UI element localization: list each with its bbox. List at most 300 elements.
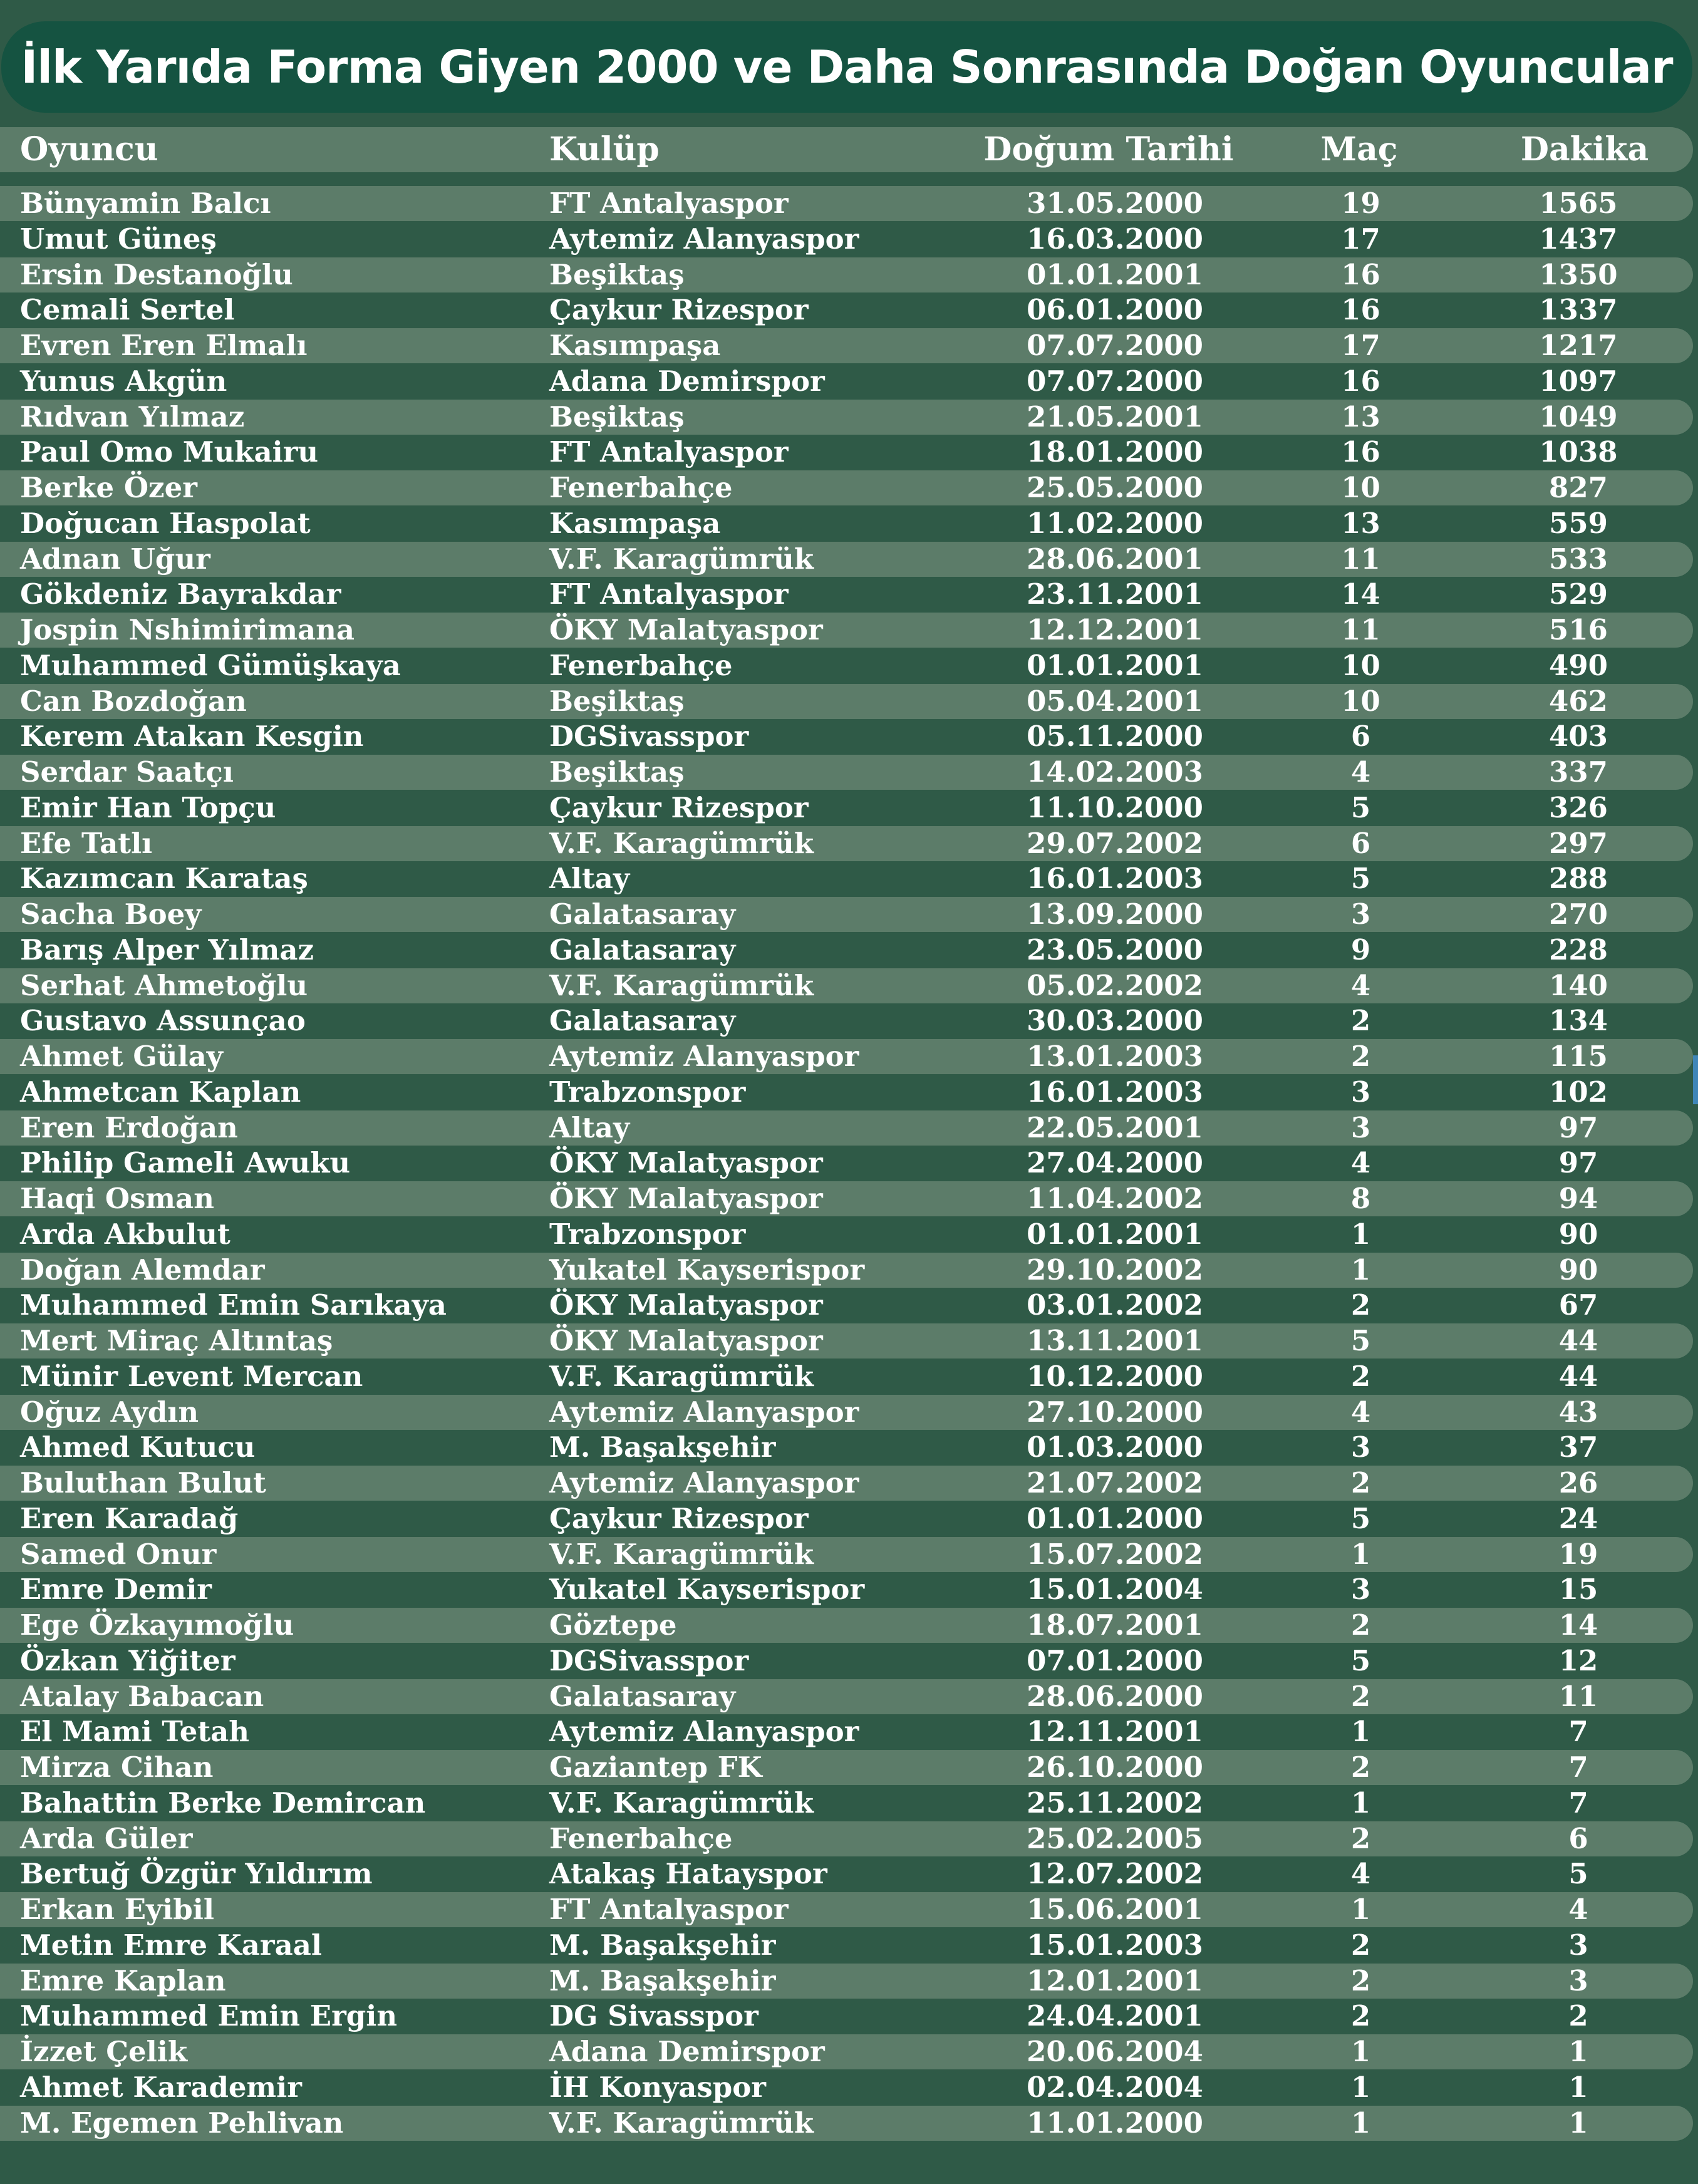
birth-date-cell: 16.01.2003 xyxy=(1027,1075,1203,1109)
birth-date-cell: 18.01.2000 xyxy=(1027,435,1203,468)
birth-date-cell: 15.06.2001 xyxy=(1027,1893,1203,1926)
table-row xyxy=(0,470,1693,505)
minutes-cell: 44 xyxy=(1558,1324,1598,1357)
player-name-cell: Buluthan Bulut xyxy=(20,1466,266,1499)
matches-cell: 13 xyxy=(1341,400,1380,433)
table-row xyxy=(0,1572,1693,1607)
matches-cell: 5 xyxy=(1350,1502,1371,1535)
table-row xyxy=(0,1501,1693,1536)
birth-date-cell: 26.10.2000 xyxy=(1027,1751,1203,1784)
player-name-cell: Umut Güneş xyxy=(20,222,217,256)
matches-cell: 1 xyxy=(1350,2071,1371,2104)
matches-cell: 1 xyxy=(1350,1786,1371,1819)
birth-date-cell: 13.01.2003 xyxy=(1027,1040,1203,1073)
minutes-cell: 7 xyxy=(1568,1715,1588,1748)
club-cell: Beşiktaş xyxy=(549,685,685,718)
player-name-cell: Doğan Alemdar xyxy=(20,1253,265,1286)
table-row xyxy=(0,968,1693,1003)
birth-date-cell: 03.01.2002 xyxy=(1027,1288,1203,1322)
matches-cell: 1 xyxy=(1350,2106,1371,2140)
matches-cell: 1 xyxy=(1350,1253,1371,1286)
club-cell: FT Antalyaspor xyxy=(549,435,789,468)
player-name-cell: İzzet Çelik xyxy=(20,2035,188,2068)
birth-date-cell: 07.01.2000 xyxy=(1027,1644,1203,1677)
minutes-cell: 529 xyxy=(1549,577,1608,611)
player-name-cell: Gustavo Assunçao xyxy=(20,1004,306,1037)
birth-date-cell: 01.01.2001 xyxy=(1027,258,1203,291)
table-row xyxy=(0,2106,1693,2141)
minutes-cell: 1337 xyxy=(1539,293,1618,326)
club-cell: Çaykur Rizespor xyxy=(549,1502,809,1535)
birth-date-cell: 05.04.2001 xyxy=(1027,685,1203,718)
table-row xyxy=(0,435,1693,470)
table-row xyxy=(0,1146,1693,1181)
minutes-cell: 297 xyxy=(1549,827,1608,860)
player-name-cell: Eren Karadağ xyxy=(20,1502,239,1535)
player-name-cell: Ahmetcan Kaplan xyxy=(20,1075,301,1109)
club-cell: ÖKY Malatyaspor xyxy=(549,1324,823,1357)
matches-cell: 16 xyxy=(1341,293,1380,326)
club-cell: Aytemiz Alanyaspor xyxy=(549,222,859,256)
club-cell: Fenerbahçe xyxy=(549,649,733,682)
player-name-cell: Bünyamin Balcı xyxy=(20,187,271,220)
club-cell: V.F. Karagümrük xyxy=(549,542,814,576)
minutes-cell: 67 xyxy=(1558,1288,1598,1322)
title-banner xyxy=(1,21,1692,113)
minutes-cell: 24 xyxy=(1558,1502,1598,1535)
club-cell: FT Antalyaspor xyxy=(549,1893,789,1926)
birth-date-cell: 11.02.2000 xyxy=(1027,507,1203,540)
table-row xyxy=(0,1323,1693,1359)
table-row xyxy=(0,1892,1693,1927)
club-cell: Galatasaray xyxy=(549,933,736,966)
player-name-cell: Ege Özkayımoğlu xyxy=(20,1608,294,1642)
matches-cell: 5 xyxy=(1350,1324,1371,1357)
player-name-cell: Paul Omo Mukairu xyxy=(20,435,319,468)
matches-cell: 11 xyxy=(1341,613,1380,646)
matches-cell: 1 xyxy=(1350,1218,1371,1251)
table-row xyxy=(0,1359,1693,1394)
player-name-cell: El Mami Tetah xyxy=(20,1715,250,1748)
matches-cell: 1 xyxy=(1350,2035,1371,2068)
minutes-cell: 6 xyxy=(1568,1822,1588,1855)
minutes-cell: 7 xyxy=(1568,1751,1588,1784)
matches-cell: 4 xyxy=(1350,1146,1371,1179)
matches-cell: 5 xyxy=(1350,791,1371,824)
matches-cell: 10 xyxy=(1341,471,1380,504)
minutes-cell: 14 xyxy=(1558,1608,1598,1642)
player-name-cell: Özkan Yiğiter xyxy=(20,1644,236,1677)
club-cell: ÖKY Malatyaspor xyxy=(549,613,823,646)
matches-cell: 16 xyxy=(1341,258,1380,291)
club-cell: Beşiktaş xyxy=(549,755,685,789)
minutes-cell: 1038 xyxy=(1539,435,1618,468)
minutes-cell: 1049 xyxy=(1539,400,1618,433)
minutes-cell: 134 xyxy=(1549,1004,1608,1037)
matches-cell: 6 xyxy=(1350,720,1371,753)
table-row xyxy=(0,1181,1693,1216)
table-row xyxy=(0,1110,1693,1146)
minutes-cell: 1097 xyxy=(1539,365,1618,398)
birth-date-cell: 16.01.2003 xyxy=(1027,862,1203,895)
matches-cell: 6 xyxy=(1350,827,1371,860)
table-row xyxy=(0,613,1693,648)
birth-date-cell: 29.10.2002 xyxy=(1027,1253,1203,1286)
player-name-cell: Eren Erdoğan xyxy=(20,1111,238,1144)
table-row xyxy=(0,400,1693,435)
matches-cell: 5 xyxy=(1350,862,1371,895)
player-name-cell: Ahmet Karademir xyxy=(20,2071,302,2104)
matches-cell: 2 xyxy=(1350,1466,1371,1499)
minutes-cell: 90 xyxy=(1558,1218,1598,1251)
player-name-cell: Serhat Ahmetoğlu xyxy=(20,969,308,1002)
birth-date-cell: 05.02.2002 xyxy=(1027,969,1203,1002)
player-name-cell: Efe Tatlı xyxy=(20,827,153,860)
table-row xyxy=(0,1430,1693,1465)
club-cell: V.F. Karagümrük xyxy=(549,969,814,1002)
birth-date-cell: 01.01.2001 xyxy=(1027,1218,1203,1251)
table-row xyxy=(0,328,1693,363)
minutes-cell: 462 xyxy=(1549,685,1608,718)
club-cell: DGSivasspor xyxy=(549,1644,749,1677)
birth-date-cell: 05.11.2000 xyxy=(1027,720,1203,753)
matches-cell: 4 xyxy=(1350,1857,1371,1890)
birth-date-cell: 25.11.2002 xyxy=(1027,1786,1203,1819)
club-cell: V.F. Karagümrük xyxy=(549,1360,814,1393)
club-cell: Aytemiz Alanyaspor xyxy=(549,1040,859,1073)
minutes-cell: 2 xyxy=(1568,1999,1588,2032)
matches-cell: 16 xyxy=(1341,365,1380,398)
club-cell: Galatasaray xyxy=(549,1004,736,1037)
table-row xyxy=(0,933,1693,968)
birth-date-cell: 12.12.2001 xyxy=(1027,613,1203,646)
table-row xyxy=(0,1395,1693,1430)
table-header xyxy=(0,127,1693,172)
matches-cell: 2 xyxy=(1350,1004,1371,1037)
birth-date-cell: 11.04.2002 xyxy=(1027,1182,1203,1215)
club-cell: Galatasaray xyxy=(549,898,736,931)
table-row xyxy=(0,1288,1693,1323)
birth-date-cell: 20.06.2004 xyxy=(1027,2035,1203,2068)
club-cell: DG Sivasspor xyxy=(549,1999,758,2032)
matches-cell: 2 xyxy=(1350,1751,1371,1784)
player-name-cell: Philip Gameli Awuku xyxy=(20,1146,351,1179)
minutes-cell: 1 xyxy=(1568,2106,1588,2140)
player-name-cell: Mert Miraç Altıntaş xyxy=(20,1324,333,1357)
header-club: Kulüp xyxy=(549,130,660,168)
club-cell: Yukatel Kayserispor xyxy=(549,1573,865,1606)
club-cell: Göztepe xyxy=(549,1608,677,1642)
club-cell: Atakaş Hatayspor xyxy=(549,1857,827,1890)
matches-cell: 2 xyxy=(1350,1964,1371,1997)
player-name-cell: Rıdvan Yılmaz xyxy=(20,400,245,433)
minutes-cell: 490 xyxy=(1549,649,1608,682)
birth-date-cell: 07.07.2000 xyxy=(1027,329,1203,362)
birth-date-cell: 29.07.2002 xyxy=(1027,827,1203,860)
minutes-cell: 288 xyxy=(1549,862,1608,895)
matches-cell: 2 xyxy=(1350,1040,1371,1073)
matches-cell: 4 xyxy=(1350,755,1371,789)
club-cell: V.F. Karagümrük xyxy=(549,1786,814,1819)
club-cell: Kasımpaşa xyxy=(549,329,721,362)
matches-cell: 3 xyxy=(1350,1573,1371,1606)
birth-date-cell: 13.09.2000 xyxy=(1027,898,1203,931)
minutes-cell: 1 xyxy=(1568,2071,1588,2104)
minutes-cell: 1437 xyxy=(1539,222,1618,256)
club-cell: Adana Demirspor xyxy=(549,365,825,398)
club-cell: V.F. Karagümrük xyxy=(549,1538,814,1571)
player-name-cell: Doğucan Haspolat xyxy=(20,507,311,540)
matches-cell: 10 xyxy=(1341,649,1380,682)
club-cell: Galatasaray xyxy=(549,1680,736,1713)
birth-date-cell: 23.11.2001 xyxy=(1027,577,1203,611)
club-cell: FT Antalyaspor xyxy=(549,187,789,220)
minutes-cell: 97 xyxy=(1558,1111,1598,1144)
player-name-cell: Muhammed Emin Ergin xyxy=(20,1999,398,2032)
matches-cell: 3 xyxy=(1350,1075,1371,1109)
club-cell: Fenerbahçe xyxy=(549,471,733,504)
player-name-cell: Yunus Akgün xyxy=(20,365,227,398)
table-row xyxy=(0,186,1693,221)
player-name-cell: Ersin Destanoğlu xyxy=(20,258,293,291)
matches-cell: 1 xyxy=(1350,1893,1371,1926)
player-name-cell: Arda Akbulut xyxy=(20,1218,230,1251)
matches-cell: 17 xyxy=(1341,222,1380,256)
birth-date-cell: 12.11.2001 xyxy=(1027,1715,1203,1748)
club-cell: V.F. Karagümrük xyxy=(549,2106,814,2140)
player-name-cell: Berke Özer xyxy=(20,471,197,504)
matches-cell: 4 xyxy=(1350,969,1371,1002)
club-cell: Altay xyxy=(549,1111,630,1144)
player-name-cell: Atalay Babacan xyxy=(20,1680,264,1713)
minutes-cell: 228 xyxy=(1549,933,1608,966)
birth-date-cell: 27.04.2000 xyxy=(1027,1146,1203,1179)
player-name-cell: Erkan Eyibil xyxy=(20,1893,214,1926)
club-cell: Trabzonspor xyxy=(549,1075,746,1109)
player-name-cell: Emir Han Topçu xyxy=(20,791,276,824)
birth-date-cell: 11.10.2000 xyxy=(1027,791,1203,824)
header-birth-date: Doğum Tarihi xyxy=(983,130,1234,168)
minutes-cell: 44 xyxy=(1558,1360,1598,1393)
matches-cell: 2 xyxy=(1350,1288,1371,1322)
minutes-cell: 827 xyxy=(1549,471,1608,504)
minutes-cell: 1 xyxy=(1568,2035,1588,2068)
table-row xyxy=(0,1856,1693,1892)
birth-date-cell: 21.07.2002 xyxy=(1027,1466,1203,1499)
matches-cell: 11 xyxy=(1341,542,1380,576)
birth-date-cell: 25.02.2005 xyxy=(1027,1822,1203,1855)
table-row xyxy=(0,506,1693,541)
matches-cell: 5 xyxy=(1350,1644,1371,1677)
table-row xyxy=(0,542,1693,577)
club-cell: M. Başakşehir xyxy=(549,1431,776,1464)
header-player: Oyuncu xyxy=(20,130,158,168)
table-row xyxy=(0,1075,1693,1110)
table-row xyxy=(0,1039,1693,1074)
table-row xyxy=(0,1750,1693,1785)
minutes-cell: 7 xyxy=(1568,1786,1588,1819)
matches-cell: 2 xyxy=(1350,1999,1371,2032)
birth-date-cell: 30.03.2000 xyxy=(1027,1004,1203,1037)
table-row xyxy=(0,719,1693,754)
matches-cell: 10 xyxy=(1341,685,1380,718)
table-row xyxy=(0,2034,1693,2069)
birth-date-cell: 28.06.2000 xyxy=(1027,1680,1203,1713)
minutes-cell: 19 xyxy=(1558,1538,1598,1571)
birth-date-cell: 14.02.2003 xyxy=(1027,755,1203,789)
table-row xyxy=(0,1537,1693,1572)
player-name-cell: Oğuz Aydın xyxy=(20,1395,199,1429)
table-row xyxy=(0,1821,1693,1856)
player-name-cell: Cemali Sertel xyxy=(20,293,235,326)
birth-date-cell: 01.03.2000 xyxy=(1027,1431,1203,1464)
birth-date-cell: 01.01.2000 xyxy=(1027,1502,1203,1535)
table-row xyxy=(0,897,1693,932)
club-cell: Altay xyxy=(549,862,630,895)
minutes-cell: 115 xyxy=(1549,1040,1608,1073)
player-name-cell: Bertuğ Özgür Yıldırım xyxy=(20,1857,373,1890)
table-row xyxy=(0,648,1693,683)
birth-date-cell: 02.04.2004 xyxy=(1027,2071,1203,2104)
player-name-cell: Muhammed Emin Sarıkaya xyxy=(20,1288,447,1322)
club-cell: ÖKY Malatyaspor xyxy=(549,1182,823,1215)
table-row xyxy=(0,1714,1693,1749)
club-cell: Yukatel Kayserispor xyxy=(549,1253,865,1286)
club-cell: Fenerbahçe xyxy=(549,1822,733,1855)
player-name-cell: Samed Onur xyxy=(20,1538,217,1571)
player-name-cell: Barış Alper Yılmaz xyxy=(20,933,314,966)
minutes-cell: 559 xyxy=(1549,507,1608,540)
club-cell: Çaykur Rizespor xyxy=(549,293,809,326)
table-row xyxy=(0,1003,1693,1038)
minutes-cell: 5 xyxy=(1568,1857,1588,1890)
matches-cell: 3 xyxy=(1350,1431,1371,1464)
club-cell: Gaziantep FK xyxy=(549,1751,762,1784)
minutes-cell: 270 xyxy=(1549,898,1608,931)
matches-cell: 16 xyxy=(1341,435,1380,468)
club-cell: Trabzonspor xyxy=(549,1218,746,1251)
table-row xyxy=(0,1999,1693,2034)
matches-cell: 2 xyxy=(1350,1608,1371,1642)
player-name-cell: Ahmet Gülay xyxy=(20,1040,223,1073)
minutes-cell: 533 xyxy=(1549,542,1608,576)
table-row xyxy=(0,222,1693,257)
club-cell: FT Antalyaspor xyxy=(549,577,789,611)
minutes-cell: 90 xyxy=(1558,1253,1598,1286)
minutes-cell: 516 xyxy=(1549,613,1608,646)
player-name-cell: Jospin Nshimirimana xyxy=(20,613,355,646)
player-name-cell: Ahmed Kutucu xyxy=(20,1431,256,1464)
minutes-cell: 43 xyxy=(1558,1395,1598,1429)
matches-cell: 2 xyxy=(1350,1822,1371,1855)
birth-date-cell: 16.03.2000 xyxy=(1027,222,1203,256)
player-name-cell: Mirza Cihan xyxy=(20,1751,214,1784)
player-name-cell: Emre Demir xyxy=(20,1573,212,1606)
birth-date-cell: 31.05.2000 xyxy=(1027,187,1203,220)
table-row xyxy=(0,790,1693,825)
club-cell: Çaykur Rizespor xyxy=(549,791,809,824)
table-row xyxy=(0,861,1693,896)
table-row xyxy=(0,1786,1693,1821)
club-cell: İH Konyaspor xyxy=(549,2071,766,2104)
minutes-cell: 97 xyxy=(1558,1146,1598,1179)
minutes-cell: 11 xyxy=(1558,1680,1598,1713)
table-row xyxy=(0,1253,1693,1288)
table-row xyxy=(0,1608,1693,1643)
player-name-cell: Muhammed Gümüşkaya xyxy=(20,649,401,682)
matches-cell: 1 xyxy=(1350,1715,1371,1748)
table-row xyxy=(0,257,1693,292)
club-cell: Aytemiz Alanyaspor xyxy=(549,1395,859,1429)
birth-date-cell: 22.05.2001 xyxy=(1027,1111,1203,1144)
player-name-cell: Metin Emre Karaal xyxy=(20,1928,323,1962)
minutes-cell: 94 xyxy=(1558,1182,1598,1215)
table-row xyxy=(0,364,1693,399)
player-name-cell: Gökdeniz Bayrakdar xyxy=(20,577,341,611)
minutes-cell: 15 xyxy=(1558,1573,1598,1606)
table-row xyxy=(0,1217,1693,1252)
matches-cell: 2 xyxy=(1350,1928,1371,1962)
player-name-cell: Serdar Saatçı xyxy=(20,755,234,789)
birth-date-cell: 25.05.2000 xyxy=(1027,471,1203,504)
club-cell: Beşiktaş xyxy=(549,258,685,291)
birth-date-cell: 15.01.2003 xyxy=(1027,1928,1203,1962)
birth-date-cell: 10.12.2000 xyxy=(1027,1360,1203,1393)
birth-date-cell: 24.04.2001 xyxy=(1027,1999,1203,2032)
matches-cell: 3 xyxy=(1350,898,1371,931)
matches-cell: 8 xyxy=(1350,1182,1371,1215)
matches-cell: 2 xyxy=(1350,1680,1371,1713)
club-cell: Kasımpaşa xyxy=(549,507,721,540)
birth-date-cell: 27.10.2000 xyxy=(1027,1395,1203,1429)
birth-date-cell: 13.11.2001 xyxy=(1027,1324,1203,1357)
club-cell: ÖKY Malatyaspor xyxy=(549,1146,823,1179)
table-row xyxy=(0,292,1693,328)
matches-cell: 14 xyxy=(1341,577,1380,611)
club-cell: Aytemiz Alanyaspor xyxy=(549,1715,859,1748)
club-cell: DGSivasspor xyxy=(549,720,749,753)
minutes-cell: 37 xyxy=(1558,1431,1598,1464)
minutes-cell: 403 xyxy=(1549,720,1608,753)
birth-date-cell: 06.01.2000 xyxy=(1027,293,1203,326)
header-matches: Maç xyxy=(1320,130,1398,168)
club-cell: M. Başakşehir xyxy=(549,1928,776,1962)
player-name-cell: Haqi Osman xyxy=(20,1182,214,1215)
birth-date-cell: 07.07.2000 xyxy=(1027,365,1203,398)
player-name-cell: Arda Güler xyxy=(20,1822,193,1855)
club-cell: Aytemiz Alanyaspor xyxy=(549,1466,859,1499)
table-row xyxy=(0,826,1693,861)
birth-date-cell: 01.01.2001 xyxy=(1027,649,1203,682)
matches-cell: 3 xyxy=(1350,1111,1371,1144)
birth-date-cell: 18.07.2001 xyxy=(1027,1608,1203,1642)
minutes-cell: 1217 xyxy=(1539,329,1618,362)
minutes-cell: 26 xyxy=(1558,1466,1598,1499)
player-name-cell: Sacha Boey xyxy=(20,898,202,931)
birth-date-cell: 12.07.2002 xyxy=(1027,1857,1203,1890)
minutes-cell: 3 xyxy=(1568,1928,1588,1962)
matches-cell: 1 xyxy=(1350,1538,1371,1571)
table-row xyxy=(0,755,1693,790)
club-cell: Beşiktaş xyxy=(549,400,685,433)
player-name-cell: Bahattin Berke Demircan xyxy=(20,1786,426,1819)
minutes-cell: 337 xyxy=(1549,755,1608,789)
minutes-cell: 4 xyxy=(1568,1893,1588,1926)
edge-marker xyxy=(1693,1055,1698,1104)
matches-cell: 9 xyxy=(1350,933,1371,966)
table-row xyxy=(0,684,1693,719)
matches-cell: 4 xyxy=(1350,1395,1371,1429)
